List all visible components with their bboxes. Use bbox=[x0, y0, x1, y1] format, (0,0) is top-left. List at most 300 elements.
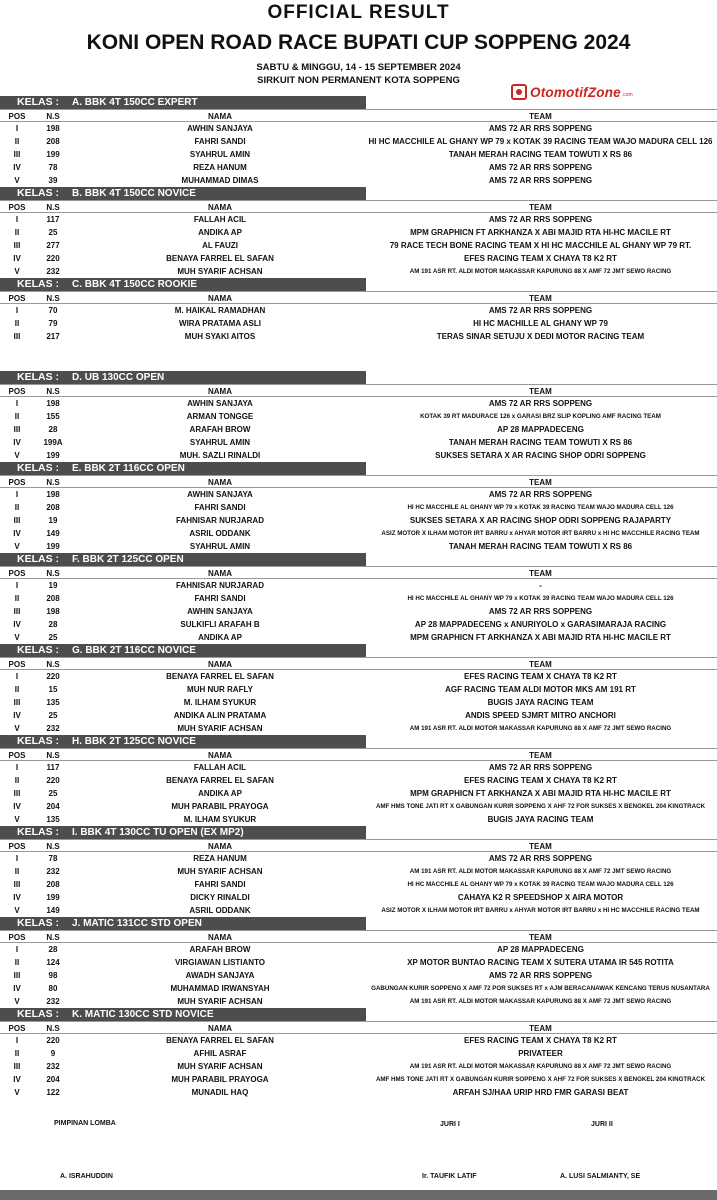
result-row bbox=[0, 135, 717, 148]
result-number: 28 bbox=[48, 620, 58, 629]
team-name: AMF HMS TONE JATI RT X GABUNGAN KURIR SOPPENG X AHF 72 FOR SUKSES X BENGKEL 204 KINGTRACK bbox=[375, 803, 706, 810]
kelas-bar bbox=[0, 187, 366, 200]
kelas-label: KELAS : bbox=[17, 553, 59, 565]
kelas-label: KELAS : bbox=[17, 96, 59, 108]
result-number: 220 bbox=[46, 1036, 60, 1045]
result-number: 149 bbox=[46, 529, 60, 538]
team-name: AMS 72 AR RRS SOPPENG bbox=[488, 163, 593, 172]
result-pos: I bbox=[15, 399, 19, 408]
result-row bbox=[0, 696, 717, 709]
result-number: 199 bbox=[46, 150, 60, 159]
team-name: HI HC MACCHILE AL GHANY WP 79 x KOTAK 39 RACING TEAM WAJO MADURA CELL 126 bbox=[407, 881, 674, 888]
result-pos: V bbox=[14, 815, 20, 824]
kelas-section bbox=[0, 462, 717, 553]
team-name: MPM GRAPHICN FT ARKHANZA X ABI MAJID RTA HI-HC MACILE RT bbox=[410, 633, 671, 642]
column-header-row bbox=[0, 200, 717, 213]
col-ns-header: N.S bbox=[46, 933, 60, 942]
result-number: 232 bbox=[46, 267, 60, 276]
result-number: 25 bbox=[48, 789, 58, 798]
pimpinan-label: PIMPINAN LOMBA bbox=[54, 1120, 116, 1127]
team-name: AM 191 ASR RT. ALDI MOTOR MAKASSAR KAPURUNG 88 X AMF 72 JMT SEWO RACING bbox=[409, 268, 672, 275]
result-row bbox=[0, 330, 717, 343]
team-name: ASIZ MOTOR X ILHAM MOTOR IRT BARRU x AHYAR MOTOR IRT BARRU x HI HC MACCHILE RACING TEAM bbox=[381, 530, 700, 537]
result-pos: II bbox=[14, 228, 20, 237]
result-pos: IV bbox=[13, 1075, 21, 1084]
logo-suffix: .com bbox=[621, 92, 633, 98]
col-team-header: TEAM bbox=[529, 203, 552, 212]
result-number: 25 bbox=[48, 633, 58, 642]
rider-name: MUNADIL HAQ bbox=[191, 1088, 249, 1097]
team-name: TANAH MERAH RACING TEAM TOWUTI X RS 86 bbox=[448, 542, 633, 551]
kelas-label: KELAS : bbox=[17, 826, 59, 838]
team-name: BUGIS JAYA RACING TEAM bbox=[487, 815, 594, 824]
result-number: 28 bbox=[48, 945, 58, 954]
team-name: BUGIS JAYA RACING TEAM bbox=[487, 698, 594, 707]
team-name: 79 RACE TECH BONE RACING TEAM X HI HC MACCHILE AL GHANY WP 79 RT. bbox=[389, 241, 692, 250]
team-name: EFES RACING TEAM X CHAYA T8 K2 RT bbox=[464, 254, 617, 263]
result-number: 80 bbox=[48, 984, 58, 993]
kelas-name: C. BBK 4T 150CC ROOKIE bbox=[72, 279, 198, 290]
column-header-row bbox=[0, 839, 717, 852]
kelas-name: H. BBK 2T 125CC NOVICE bbox=[72, 736, 196, 747]
signature-block bbox=[0, 1110, 717, 1200]
result-number: 208 bbox=[46, 503, 60, 512]
team-name: AMS 72 AR RRS SOPPENG bbox=[488, 490, 593, 499]
rider-name: AWHIN SANJAYA bbox=[187, 607, 253, 616]
team-name: ARFAH SJ/HAA URIP HRD FMR GARASI BEAT bbox=[452, 1088, 629, 1097]
result-row bbox=[0, 787, 717, 800]
result-pos: I bbox=[15, 763, 19, 772]
result-row bbox=[0, 501, 717, 514]
result-pos: III bbox=[13, 971, 21, 980]
rider-name: MUH SYAKI AITOS bbox=[184, 332, 256, 341]
result-pos: II bbox=[14, 776, 20, 785]
rider-name: ARMAN TONGGE bbox=[186, 412, 254, 421]
rider-name: FAHNISAR NURJARAD bbox=[175, 581, 264, 590]
kelas-label: KELAS : bbox=[17, 278, 59, 290]
result-row bbox=[0, 1047, 717, 1060]
result-row bbox=[0, 1086, 717, 1099]
result-row bbox=[0, 774, 717, 787]
col-nama-header: NAMA bbox=[208, 569, 232, 578]
rider-name: ASRIL ODDANK bbox=[189, 906, 251, 915]
col-team-header: TEAM bbox=[529, 569, 552, 578]
result-number: 232 bbox=[46, 867, 60, 876]
kelas-name: D. UB 130CC OPEN bbox=[72, 372, 165, 383]
rider-name: MUH SYARIF ACHSAN bbox=[177, 997, 263, 1006]
col-ns-header: N.S bbox=[46, 478, 60, 487]
team-name: AMS 72 AR RRS SOPPENG bbox=[488, 215, 593, 224]
result-pos: IV bbox=[13, 802, 21, 811]
rider-name: ANDIKA AP bbox=[198, 228, 242, 237]
col-ns-header: N.S bbox=[46, 294, 60, 303]
result-pos: III bbox=[13, 880, 21, 889]
team-name: HI HC MACHILLE AL GHANY WP 79 bbox=[473, 319, 608, 328]
kelas-name: J. MATIC 131CC STD OPEN bbox=[72, 918, 202, 929]
kelas-label: KELAS : bbox=[17, 917, 59, 929]
result-number: 25 bbox=[48, 711, 58, 720]
rider-name: FAHRI SANDI bbox=[194, 594, 246, 603]
col-team-header: TEAM bbox=[529, 478, 552, 487]
result-pos: IV bbox=[13, 163, 21, 172]
result-row bbox=[0, 423, 717, 436]
result-row bbox=[0, 865, 717, 878]
kelas-name: A. BBK 4T 150CC EXPERT bbox=[72, 97, 198, 108]
result-number: 70 bbox=[48, 306, 58, 315]
result-pos: I bbox=[15, 215, 19, 224]
col-team-header: TEAM bbox=[529, 294, 552, 303]
kelas-section bbox=[0, 1008, 717, 1099]
col-ns-header: N.S bbox=[46, 842, 60, 851]
rider-name: DICKY RINALDI bbox=[190, 893, 250, 902]
team-name: AMS 72 AR RRS SOPPENG bbox=[488, 971, 593, 980]
rider-name: VIRGIAWAN LISTIANTO bbox=[174, 958, 266, 967]
result-pos: V bbox=[14, 176, 20, 185]
result-row bbox=[0, 800, 717, 813]
result-pos: II bbox=[14, 1049, 20, 1058]
result-row bbox=[0, 397, 717, 410]
rider-name: ASRIL ODDANK bbox=[189, 529, 251, 538]
result-row bbox=[0, 436, 717, 449]
result-number: 117 bbox=[46, 763, 60, 772]
column-header-row bbox=[0, 291, 717, 304]
column-header-row bbox=[0, 475, 717, 488]
result-pos: II bbox=[14, 685, 20, 694]
result-row bbox=[0, 956, 717, 969]
rider-name: AL FAUZI bbox=[202, 241, 238, 250]
result-pos: III bbox=[13, 425, 21, 434]
result-pos: I bbox=[15, 490, 19, 499]
result-number: 39 bbox=[48, 176, 58, 185]
result-row bbox=[0, 618, 717, 631]
kelas-section bbox=[0, 644, 717, 735]
juri2-name: A. LUSI SALMIANTY, SE bbox=[560, 1173, 641, 1180]
rider-name: BENAYA FARREL EL SAFAN bbox=[166, 672, 274, 681]
result-number: 220 bbox=[46, 672, 60, 681]
rider-name: ANDIKA AP bbox=[198, 789, 242, 798]
kelas-bar bbox=[0, 644, 366, 657]
column-header-row bbox=[0, 109, 717, 122]
result-row bbox=[0, 252, 717, 265]
rider-name: SULKIFLI ARAFAH B bbox=[180, 620, 260, 629]
rider-name: BENAYA FARREL EL SAFAN bbox=[166, 1036, 274, 1045]
rider-name: MUH PARABIL PRAYOGA bbox=[171, 1075, 269, 1084]
team-name: TERAS SINAR SETUJU X DEDI MOTOR RACING TEAM bbox=[436, 332, 645, 341]
col-nama-header: NAMA bbox=[208, 387, 232, 396]
col-team-header: TEAM bbox=[529, 660, 552, 669]
rider-name: REZA HANUM bbox=[193, 163, 247, 172]
result-pos: III bbox=[13, 789, 21, 798]
result-pos: IV bbox=[13, 984, 21, 993]
result-row bbox=[0, 878, 717, 891]
kelas-name: G. BBK 2T 116CC NOVICE bbox=[72, 645, 196, 656]
result-number: 15 bbox=[48, 685, 58, 694]
result-pos: III bbox=[13, 332, 21, 341]
result-number: 232 bbox=[46, 1062, 60, 1071]
kelas-bar bbox=[0, 735, 366, 748]
result-number: 198 bbox=[46, 124, 60, 133]
result-pos: III bbox=[13, 1062, 21, 1071]
team-name: AMS 72 AR RRS SOPPENG bbox=[488, 306, 593, 315]
rider-name: FAHRI SANDI bbox=[194, 137, 246, 146]
rider-name: ARAFAH BROW bbox=[189, 945, 251, 954]
col-pos-header: POS bbox=[8, 569, 26, 578]
team-name: ASIZ MOTOR X ILHAM MOTOR IRT BARRU x AHYAR MOTOR IRT BARRU x HI HC MACCHILE RACING TEAM bbox=[381, 907, 700, 914]
col-pos-header: POS bbox=[8, 112, 26, 121]
rider-name: SYAHRUL AMIN bbox=[189, 542, 251, 551]
col-ns-header: N.S bbox=[46, 751, 60, 760]
team-name: AM 191 ASR RT. ALDI MOTOR MAKASSAR KAPURUNG 88 X AMF 72 JMT SEWO RACING bbox=[409, 1063, 672, 1070]
rider-name: AWHIN SANJAYA bbox=[187, 399, 253, 408]
col-nama-header: NAMA bbox=[208, 294, 232, 303]
col-team-header: TEAM bbox=[529, 933, 552, 942]
rider-name: FAHRI SANDI bbox=[194, 503, 246, 512]
team-name: EFES RACING TEAM X CHAYA T8 K2 RT bbox=[464, 776, 617, 785]
result-pos: I bbox=[15, 306, 19, 315]
team-name: HI HC MACCHILE AL GHANY WP 79 x KOTAK 39 RACING TEAM WAJO MADURA CELL 126 bbox=[368, 137, 713, 146]
result-number: 220 bbox=[46, 776, 60, 785]
result-row bbox=[0, 304, 717, 317]
team-name: AMS 72 AR RRS SOPPENG bbox=[488, 399, 593, 408]
column-header-row bbox=[0, 384, 717, 397]
event-venue: SIRKUIT NON PERMANENT KOTA SOPPENG bbox=[257, 75, 460, 86]
result-pos: I bbox=[15, 1036, 19, 1045]
col-pos-header: POS bbox=[8, 1024, 26, 1033]
team-name: CAHAYA K2 R SPEEDSHOP X AIRA MOTOR bbox=[457, 893, 624, 902]
result-pos: II bbox=[14, 867, 20, 876]
col-nama-header: NAMA bbox=[208, 1024, 232, 1033]
result-row bbox=[0, 161, 717, 174]
result-pos: V bbox=[14, 997, 20, 1006]
result-pos: IV bbox=[13, 529, 21, 538]
team-name: TANAH MERAH RACING TEAM TOWUTI X RS 86 bbox=[448, 150, 633, 159]
kelas-name: B. BBK 4T 150CC NOVICE bbox=[72, 188, 196, 199]
col-team-header: TEAM bbox=[529, 112, 552, 121]
rider-name: AWHIN SANJAYA bbox=[187, 490, 253, 499]
rider-name: ANDIKA ALIN PRATAMA bbox=[173, 711, 267, 720]
result-number: 155 bbox=[46, 412, 60, 421]
team-name: AMS 72 AR RRS SOPPENG bbox=[488, 124, 593, 133]
result-number: 204 bbox=[46, 1075, 60, 1084]
result-pos: V bbox=[14, 451, 20, 460]
kelas-name: I. BBK 4T 130CC TU OPEN (EX MP2) bbox=[72, 827, 244, 838]
team-name: SUKSES SETARA X AR RACING SHOP ODRI SOPPENG bbox=[435, 451, 646, 460]
result-pos: V bbox=[14, 906, 20, 915]
rider-name: FALLAH ACIL bbox=[193, 763, 247, 772]
result-pos: II bbox=[14, 319, 20, 328]
team-name: AMS 72 AR RRS SOPPENG bbox=[488, 176, 593, 185]
rider-name: MUH SYARIF ACHSAN bbox=[177, 267, 263, 276]
col-pos-header: POS bbox=[8, 842, 26, 851]
column-header-row bbox=[0, 748, 717, 761]
result-row bbox=[0, 122, 717, 135]
column-header-row bbox=[0, 657, 717, 670]
kelas-label: KELAS : bbox=[17, 371, 59, 383]
result-row bbox=[0, 579, 717, 592]
result-row bbox=[0, 1073, 717, 1086]
column-header-row bbox=[0, 930, 717, 943]
result-number: 9 bbox=[50, 1049, 56, 1058]
col-pos-header: POS bbox=[8, 660, 26, 669]
result-number: 208 bbox=[46, 137, 60, 146]
result-number: 198 bbox=[46, 607, 60, 616]
result-number: 232 bbox=[46, 997, 60, 1006]
col-nama-header: NAMA bbox=[208, 203, 232, 212]
kelas-bar bbox=[0, 462, 366, 475]
result-row bbox=[0, 592, 717, 605]
result-number: 208 bbox=[46, 880, 60, 889]
rider-name: MUH NUR RAFLY bbox=[187, 685, 253, 694]
kelas-section bbox=[0, 917, 717, 1008]
team-name: AMS 72 AR RRS SOPPENG bbox=[488, 763, 593, 772]
result-row bbox=[0, 239, 717, 252]
col-pos-header: POS bbox=[8, 294, 26, 303]
team-name: AM 191 ASR RT. ALDI MOTOR MAKASSAR KAPURUNG 88 X AMF 72 JMT SEWO RACING bbox=[409, 868, 672, 875]
team-name: AM 191 ASR RT. ALDI MOTOR MAKASSAR KAPURUNG 88 X AMF 72 JMT SEWO RACING bbox=[409, 725, 672, 732]
result-pos: IV bbox=[13, 438, 21, 447]
rider-name: AFHIL ASRAF bbox=[193, 1049, 247, 1058]
result-row bbox=[0, 449, 717, 462]
result-row bbox=[0, 891, 717, 904]
rider-name: SYAHRUL AMIN bbox=[189, 438, 251, 447]
kelas-bar bbox=[0, 553, 366, 566]
team-name: PRIVATEER bbox=[518, 1049, 563, 1058]
result-row bbox=[0, 527, 717, 540]
col-nama-header: NAMA bbox=[208, 112, 232, 121]
result-number: 135 bbox=[46, 815, 60, 824]
juri1-label: JURI I bbox=[440, 1121, 460, 1128]
rider-name: MUHAMMAD DIMAS bbox=[181, 176, 259, 185]
team-name: HI HC MACCHILE AL GHANY WP 79 x KOTAK 39 RACING TEAM WAJO MADURA CELL 126 bbox=[407, 504, 674, 511]
result-number: 232 bbox=[46, 724, 60, 733]
result-number: 98 bbox=[48, 971, 58, 980]
result-pos: V bbox=[14, 724, 20, 733]
result-pos: I bbox=[15, 945, 19, 954]
juri1-name: Ir. TAUFIK LATIF bbox=[422, 1173, 477, 1180]
result-pos: I bbox=[15, 581, 19, 590]
rider-name: REZA HANUM bbox=[193, 854, 247, 863]
rider-name: BENAYA FARREL EL SAFAN bbox=[166, 776, 274, 785]
result-pos: V bbox=[14, 542, 20, 551]
result-number: 199 bbox=[46, 542, 60, 551]
result-number: 217 bbox=[46, 332, 60, 341]
rider-name: BENAYA FARREL EL SAFAN bbox=[166, 254, 274, 263]
team-name: AP 28 MAPPADECENG bbox=[497, 425, 584, 434]
kelas-label: KELAS : bbox=[17, 644, 59, 656]
kelas-section bbox=[0, 278, 717, 371]
result-pos: V bbox=[14, 1088, 20, 1097]
result-number: 198 bbox=[46, 399, 60, 408]
rider-name: M. HAIKAL RAMADHAN bbox=[174, 306, 266, 315]
kelas-bar bbox=[0, 371, 366, 384]
result-row bbox=[0, 969, 717, 982]
result-row bbox=[0, 540, 717, 553]
result-pos: IV bbox=[13, 620, 21, 629]
col-ns-header: N.S bbox=[46, 203, 60, 212]
team-name: AP 28 MAPPADECENG x ANURIYOLO x GARASIMARAJA RACING bbox=[414, 620, 667, 629]
rider-name: AWADH SANJAYA bbox=[185, 971, 255, 980]
result-pos: III bbox=[13, 607, 21, 616]
result-pos: III bbox=[13, 241, 21, 250]
result-number: 122 bbox=[46, 1088, 60, 1097]
kelas-section bbox=[0, 187, 717, 278]
rider-name: MUH SYARIF ACHSAN bbox=[177, 724, 263, 733]
rider-name: FALLAH ACIL bbox=[193, 215, 247, 224]
team-name: AMF HMS TONE JATI RT X GABUNGAN KURIR SOPPENG X AHF 72 FOR SUKSES X BENGKEL 204 KINGTRACK bbox=[375, 1076, 706, 1083]
result-number: 199 bbox=[46, 451, 60, 460]
result-row bbox=[0, 514, 717, 527]
col-team-header: TEAM bbox=[529, 387, 552, 396]
result-number: 124 bbox=[46, 958, 60, 967]
team-name: AM 191 ASR RT. ALDI MOTOR MAKASSAR KAPURUNG 88 X AMF 72 JMT SEWO RACING bbox=[409, 998, 672, 1005]
rider-name: M. ILHAM SYUKUR bbox=[183, 815, 257, 824]
results-table bbox=[0, 96, 717, 1099]
kelas-bar bbox=[0, 96, 366, 109]
spacer bbox=[0, 343, 717, 357]
result-pos: IV bbox=[13, 893, 21, 902]
event-title: KONI OPEN ROAD RACE BUPATI CUP SOPPENG 2024 bbox=[86, 31, 631, 54]
result-pos: II bbox=[14, 958, 20, 967]
result-row bbox=[0, 605, 717, 618]
rider-name: M. ILHAM SYUKUR bbox=[183, 698, 257, 707]
result-row bbox=[0, 410, 717, 423]
result-row bbox=[0, 148, 717, 161]
result-number: 199A bbox=[43, 438, 63, 447]
kelas-label: KELAS : bbox=[17, 735, 59, 747]
col-pos-header: POS bbox=[8, 751, 26, 760]
result-pos: II bbox=[14, 412, 20, 421]
team-name: ANDIS SPEED SJMRT MITRO ANCHORI bbox=[465, 711, 616, 720]
result-row bbox=[0, 943, 717, 956]
result-row bbox=[0, 226, 717, 239]
bottom-bar bbox=[0, 1190, 717, 1200]
event-date: SABTU & MINGGU, 14 - 15 SEPTEMBER 2024 bbox=[256, 62, 461, 73]
team-name: AMS 72 AR RRS SOPPENG bbox=[488, 854, 593, 863]
result-pos: V bbox=[14, 633, 20, 642]
result-pos: I bbox=[15, 854, 19, 863]
kelas-name: K. MATIC 130CC STD NOVICE bbox=[72, 1009, 214, 1020]
result-number: 220 bbox=[46, 254, 60, 263]
result-number: 208 bbox=[46, 594, 60, 603]
juri2-label: JURI II bbox=[591, 1121, 613, 1128]
team-name: SUKSES SETARA X AR RACING SHOP ODRI SOPPENG RAJAPARTY bbox=[409, 516, 672, 525]
col-pos-header: POS bbox=[8, 203, 26, 212]
rider-name: WIRA PRATAMA ASLI bbox=[179, 319, 261, 328]
result-number: 28 bbox=[48, 425, 58, 434]
result-pos: IV bbox=[13, 711, 21, 720]
col-nama-header: NAMA bbox=[208, 660, 232, 669]
result-number: 25 bbox=[48, 228, 58, 237]
result-number: 19 bbox=[48, 516, 58, 525]
team-name: AP 28 MAPPADECENG bbox=[497, 945, 584, 954]
kelas-label: KELAS : bbox=[17, 1008, 59, 1020]
result-number: 79 bbox=[48, 319, 58, 328]
result-pos: V bbox=[14, 267, 20, 276]
team-name: XP MOTOR BUNTAO RACING TEAM X SUTERA UTAMA IR 545 ROTITA bbox=[407, 958, 674, 967]
kelas-name: F. BBK 2T 125CC OPEN bbox=[72, 554, 184, 565]
kelas-bar bbox=[0, 917, 366, 930]
rider-name: ANDIKA AP bbox=[198, 633, 242, 642]
result-number: 78 bbox=[48, 163, 58, 172]
col-team-header: TEAM bbox=[529, 842, 552, 851]
rider-name: MUH PARABIL PRAYOGA bbox=[171, 802, 269, 811]
col-pos-header: POS bbox=[8, 387, 26, 396]
col-ns-header: N.S bbox=[46, 1024, 60, 1033]
col-nama-header: NAMA bbox=[208, 751, 232, 760]
kelas-section bbox=[0, 553, 717, 644]
result-number: 199 bbox=[46, 893, 60, 902]
team-name: GABUNGAN KURIR SOPPENG X AMF 72 POR SUKSES RT x AJM BERACANAWAK KENCANG TERUS NUSANTARA bbox=[371, 985, 710, 992]
